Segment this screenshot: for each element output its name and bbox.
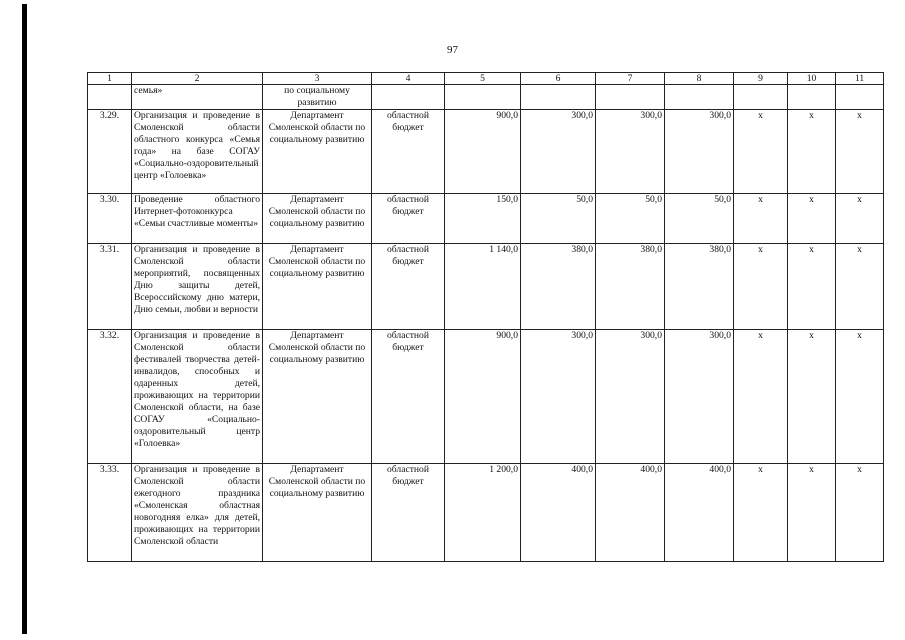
cell-number: 3.31.: [88, 244, 132, 330]
cell-total: 900,0: [445, 110, 521, 194]
cell-event-name: Проведение областного Интернет-фотоконкурса «Семьи счастливые моменты»: [132, 194, 263, 244]
cell-number: [88, 85, 132, 110]
cell-col-9: x: [734, 110, 788, 194]
column-number-row: [88, 73, 884, 85]
program-table: [87, 72, 884, 562]
cell-source: областной бюджет: [372, 464, 445, 562]
cell-year-2: 380,0: [596, 244, 665, 330]
cell-total: 150,0: [445, 194, 521, 244]
cell-source: областной бюджет: [372, 330, 445, 464]
cell-year-3: 300,0: [665, 110, 734, 194]
cell-event-name: Организация и проведение в Смоленской области мероприятий, посвященных Дню защиты детей, Всероссийскому дню матери, Дню семьи, любви и верности: [132, 244, 263, 330]
cell-col-11: [836, 85, 884, 110]
cell-total: 1 200,0: [445, 464, 521, 562]
cell-year-1: 380,0: [521, 244, 596, 330]
table-row: [88, 110, 884, 194]
cell-total: 1 140,0: [445, 244, 521, 330]
scan-edge-bar: [22, 4, 27, 634]
cell-year-1: 50,0: [521, 194, 596, 244]
cell-executor: Департамент Смоленской области по социальному развитию: [263, 244, 372, 330]
col-header-11: 11: [836, 73, 884, 85]
table-row: [88, 244, 884, 330]
cell-year-2: 400,0: [596, 464, 665, 562]
page-number: 97: [447, 44, 458, 56]
cell-executor: Департамент Смоленской области по социальному развитию: [263, 194, 372, 244]
cell-col-10: x: [788, 464, 836, 562]
cell-year-2: 300,0: [596, 330, 665, 464]
cell-executor: по социальному развитию: [263, 85, 372, 110]
cell-year-3: 380,0: [665, 244, 734, 330]
cell-total: 900,0: [445, 330, 521, 464]
cell-year-2: 300,0: [596, 110, 665, 194]
cell-executor: Департамент Смоленской области по социальному развитию: [263, 110, 372, 194]
col-header-4: 4: [372, 73, 445, 85]
cell-col-11: x: [836, 330, 884, 464]
cell-year-2: 50,0: [596, 194, 665, 244]
cell-col-9: [734, 85, 788, 110]
cell-year-2: [596, 85, 665, 110]
cell-col-10: x: [788, 194, 836, 244]
cell-source: областной бюджет: [372, 194, 445, 244]
cell-col-9: x: [734, 244, 788, 330]
cell-source: областной бюджет: [372, 244, 445, 330]
col-header-7: 7: [596, 73, 665, 85]
cell-number: 3.32.: [88, 330, 132, 464]
cell-number: 3.33.: [88, 464, 132, 562]
cell-col-11: x: [836, 244, 884, 330]
cell-year-1: 300,0: [521, 110, 596, 194]
table-row: [88, 464, 884, 562]
cell-year-3: 400,0: [665, 464, 734, 562]
cell-event-name: Организация и проведение в Смоленской области фестивалей творчества детей-инвалидов, способных и одаренных детей, проживающих на территории Смоленской области, на базе СОГАУ «Социально-оздоровительный центр «Голоевка»: [132, 330, 263, 464]
cell-number: 3.30.: [88, 194, 132, 244]
col-header-6: 6: [521, 73, 596, 85]
cell-event-name: семья»: [132, 85, 263, 110]
cell-col-11: x: [836, 110, 884, 194]
cell-event-name: Организация и проведение в Смоленской области ежегодного праздника «Смоленская областная новогодняя елка» для детей, проживающих на территории Смоленской области: [132, 464, 263, 562]
col-header-8: 8: [665, 73, 734, 85]
cell-col-9: x: [734, 194, 788, 244]
cell-year-3: [665, 85, 734, 110]
col-header-1: 1: [88, 73, 132, 85]
cell-year-3: 50,0: [665, 194, 734, 244]
cell-event-name: Организация и проведение в Смоленской области областного конкурса «Семья года» на базе СОГАУ «Социально-оздоровительный центр «Голоевка»: [132, 110, 263, 194]
col-header-9: 9: [734, 73, 788, 85]
cell-year-1: 400,0: [521, 464, 596, 562]
cell-year-1: 300,0: [521, 330, 596, 464]
cell-col-11: x: [836, 464, 884, 562]
cell-year-1: [521, 85, 596, 110]
cell-number: 3.29.: [88, 110, 132, 194]
cell-col-10: x: [788, 110, 836, 194]
cell-executor: Департамент Смоленской области по социальному развитию: [263, 330, 372, 464]
cell-col-10: x: [788, 244, 836, 330]
cell-source: [372, 85, 445, 110]
cell-source: областной бюджет: [372, 110, 445, 194]
cell-executor: Департамент Смоленской области по социальному развитию: [263, 464, 372, 562]
col-header-10: 10: [788, 73, 836, 85]
col-header-3: 3: [263, 73, 372, 85]
cell-col-10: x: [788, 330, 836, 464]
table-row: [88, 330, 884, 464]
continuation-row: [88, 85, 884, 110]
cell-year-3: 300,0: [665, 330, 734, 464]
cell-col-11: x: [836, 194, 884, 244]
cell-col-9: x: [734, 330, 788, 464]
cell-col-9: x: [734, 464, 788, 562]
cell-total: [445, 85, 521, 110]
cell-col-10: [788, 85, 836, 110]
col-header-5: 5: [445, 73, 521, 85]
col-header-2: 2: [132, 73, 263, 85]
table-row: [88, 194, 884, 244]
